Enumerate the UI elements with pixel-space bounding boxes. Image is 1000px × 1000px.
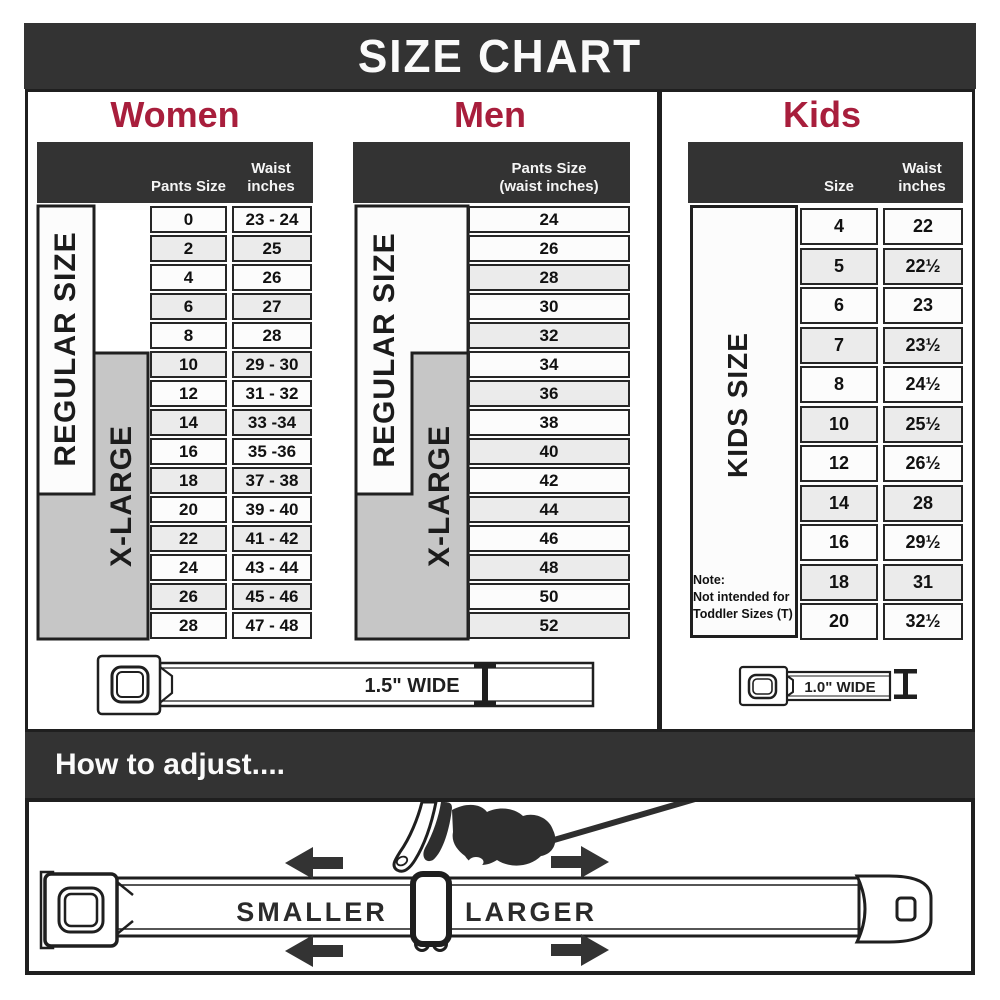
waist-cell: 22 — [883, 208, 963, 245]
waist-cell: 31 — [883, 564, 963, 601]
table-row — [468, 322, 630, 349]
waist-cell: 43 - 44 — [232, 554, 312, 581]
pants-size-cell: 14 — [150, 409, 227, 436]
table-row — [150, 409, 312, 436]
size-cell: 4 — [800, 208, 878, 245]
table-row — [150, 496, 312, 523]
women-regular-size-label: REGULAR SIZE — [49, 231, 82, 467]
pants-size-cell: 24 — [150, 554, 227, 581]
kids-col2-header: Waist inches — [898, 160, 946, 195]
pants-size-cell: 10 — [150, 351, 227, 378]
pants-size-cell: 16 — [150, 438, 227, 465]
page-title: SIZE CHART — [357, 30, 643, 82]
waist-cell: 23 — [883, 287, 963, 324]
slide-adjuster — [413, 874, 449, 951]
waist-cell: 36 — [468, 380, 630, 407]
table-row — [468, 206, 630, 233]
hand-icon — [394, 802, 555, 871]
table-row — [150, 293, 312, 320]
pants-size-cell: 6 — [150, 293, 227, 320]
table-row — [800, 208, 963, 245]
men-table-header — [353, 142, 630, 203]
pants-size-cell: 4 — [150, 264, 227, 291]
adult-belt-illustration — [90, 648, 610, 720]
men-xlarge-label: X-LARGE — [423, 425, 456, 567]
how-to-adjust-band — [25, 732, 975, 798]
pants-size-cell: 8 — [150, 322, 227, 349]
section-divider — [657, 89, 662, 732]
kids-belt-illustration — [730, 658, 930, 710]
table-row — [468, 554, 630, 581]
waist-cell: 35 -36 — [232, 438, 312, 465]
table-row — [150, 525, 312, 552]
waist-cell: 32½ — [883, 603, 963, 640]
table-row — [468, 293, 630, 320]
waist-cell: 25 — [232, 235, 312, 262]
kids-table-rows — [800, 208, 963, 640]
waist-cell: 27 — [232, 293, 312, 320]
pants-size-cell: 28 — [150, 612, 227, 639]
waist-cell: 32 — [468, 322, 630, 349]
arrow-left-icon — [285, 847, 343, 879]
table-row — [800, 406, 963, 443]
table-row — [800, 524, 963, 561]
smaller-label: SMALLER — [236, 897, 388, 927]
pants-size-cell: 18 — [150, 467, 227, 494]
kids-note-text: Note: Not intended for Toddler Sizes (T) — [693, 573, 793, 621]
waist-cell: 26 — [232, 264, 312, 291]
men-heading: Men — [454, 94, 526, 135]
size-cell: 7 — [800, 327, 878, 364]
waist-cell: 28 — [883, 485, 963, 522]
table-row — [150, 583, 312, 610]
belt-width-label: 1.0" WIDE — [804, 679, 876, 696]
width-indicator-icon — [894, 669, 917, 699]
pants-size-cell: 12 — [150, 380, 227, 407]
table-row — [150, 322, 312, 349]
table-row — [800, 287, 963, 324]
waist-cell: 33 -34 — [232, 409, 312, 436]
table-row — [150, 235, 312, 262]
size-cell: 12 — [800, 445, 878, 482]
waist-cell: 44 — [468, 496, 630, 523]
pants-size-cell: 26 — [150, 583, 227, 610]
kids-size-label: KIDS SIZE — [722, 332, 753, 478]
waist-cell: 31 - 32 — [232, 380, 312, 407]
women-table-header — [37, 142, 313, 203]
table-row — [800, 603, 963, 640]
waist-cell: 52 — [468, 612, 630, 639]
waist-cell: 48 — [468, 554, 630, 581]
women-table-rows — [150, 206, 312, 639]
table-row — [150, 438, 312, 465]
table-row — [468, 438, 630, 465]
table-row — [468, 467, 630, 494]
waist-cell: 45 - 46 — [232, 583, 312, 610]
size-cell: 20 — [800, 603, 878, 640]
arrow-left-icon — [285, 935, 343, 967]
belt-tip — [857, 876, 931, 942]
seatbelt-buckle-icon — [98, 656, 172, 714]
women-heading: Women — [110, 94, 240, 135]
waist-cell: 38 — [468, 409, 630, 436]
table-row — [800, 445, 963, 482]
pants-size-cell: 22 — [150, 525, 227, 552]
waist-cell: 26½ — [883, 445, 963, 482]
table-row — [468, 235, 630, 262]
how-to-adjust-heading: How to adjust.... — [55, 748, 285, 781]
arrow-right-icon — [551, 934, 609, 966]
table-row — [468, 583, 630, 610]
table-row — [800, 564, 963, 601]
kids-col1-header: Size — [823, 178, 854, 195]
waist-cell: 24½ — [883, 366, 963, 403]
size-cell: 16 — [800, 524, 878, 561]
waist-cell: 23½ — [883, 327, 963, 364]
waist-cell: 46 — [468, 525, 630, 552]
waist-cell: 29½ — [883, 524, 963, 561]
waist-cell: 34 — [468, 351, 630, 378]
table-row — [150, 554, 312, 581]
waist-cell: 24 — [468, 206, 630, 233]
kids-table-header — [688, 142, 963, 203]
size-cell: 18 — [800, 564, 878, 601]
waist-cell: 28 — [468, 264, 630, 291]
size-cell: 5 — [800, 248, 878, 285]
table-row — [468, 612, 630, 639]
table-row — [468, 496, 630, 523]
table-row — [468, 351, 630, 378]
men-col-header: Pants Size (waist inches) — [499, 160, 599, 195]
women-col1-header: Pants Size — [150, 178, 227, 195]
waist-cell: 39 - 40 — [232, 496, 312, 523]
pants-size-cell: 0 — [150, 206, 227, 233]
waist-cell: 23 - 24 — [232, 206, 312, 233]
size-cell: 10 — [800, 406, 878, 443]
waist-cell: 50 — [468, 583, 630, 610]
arrow-right-icon — [551, 846, 609, 878]
table-row — [800, 248, 963, 285]
women-col2-header: Waist inches — [247, 160, 295, 195]
table-row — [468, 380, 630, 407]
table-row — [150, 264, 312, 291]
waist-cell: 40 — [468, 438, 630, 465]
waist-cell: 37 - 38 — [232, 467, 312, 494]
size-chart-banner — [24, 23, 976, 89]
table-row — [800, 327, 963, 364]
waist-cell: 29 - 30 — [232, 351, 312, 378]
table-row — [468, 525, 630, 552]
pants-size-cell: 20 — [150, 496, 227, 523]
table-row — [800, 366, 963, 403]
belt-width-label: 1.5" WIDE — [364, 675, 460, 697]
kids-heading: Kids — [782, 94, 861, 135]
table-row — [150, 206, 312, 233]
table-row — [150, 380, 312, 407]
table-row — [468, 409, 630, 436]
table-row — [150, 467, 312, 494]
size-cell: 6 — [800, 287, 878, 324]
waist-cell: 47 - 48 — [232, 612, 312, 639]
waist-cell: 41 - 42 — [232, 525, 312, 552]
table-row — [800, 485, 963, 522]
table-row — [150, 351, 312, 378]
size-cell: 8 — [800, 366, 878, 403]
waist-cell: 26 — [468, 235, 630, 262]
table-row — [468, 264, 630, 291]
pants-size-cell: 2 — [150, 235, 227, 262]
men-regular-size-label: REGULAR SIZE — [368, 232, 401, 468]
waist-cell: 22½ — [883, 248, 963, 285]
waist-cell: 42 — [468, 467, 630, 494]
women-xlarge-label: X-LARGE — [105, 425, 138, 567]
waist-cell: 30 — [468, 293, 630, 320]
larger-label: LARGER — [465, 897, 597, 927]
men-table-rows — [468, 206, 630, 639]
waist-cell: 28 — [232, 322, 312, 349]
adjust-diagram — [29, 802, 971, 971]
size-cell: 14 — [800, 485, 878, 522]
waist-cell: 25½ — [883, 406, 963, 443]
seatbelt-buckle-icon — [740, 667, 793, 705]
table-row — [150, 612, 312, 639]
